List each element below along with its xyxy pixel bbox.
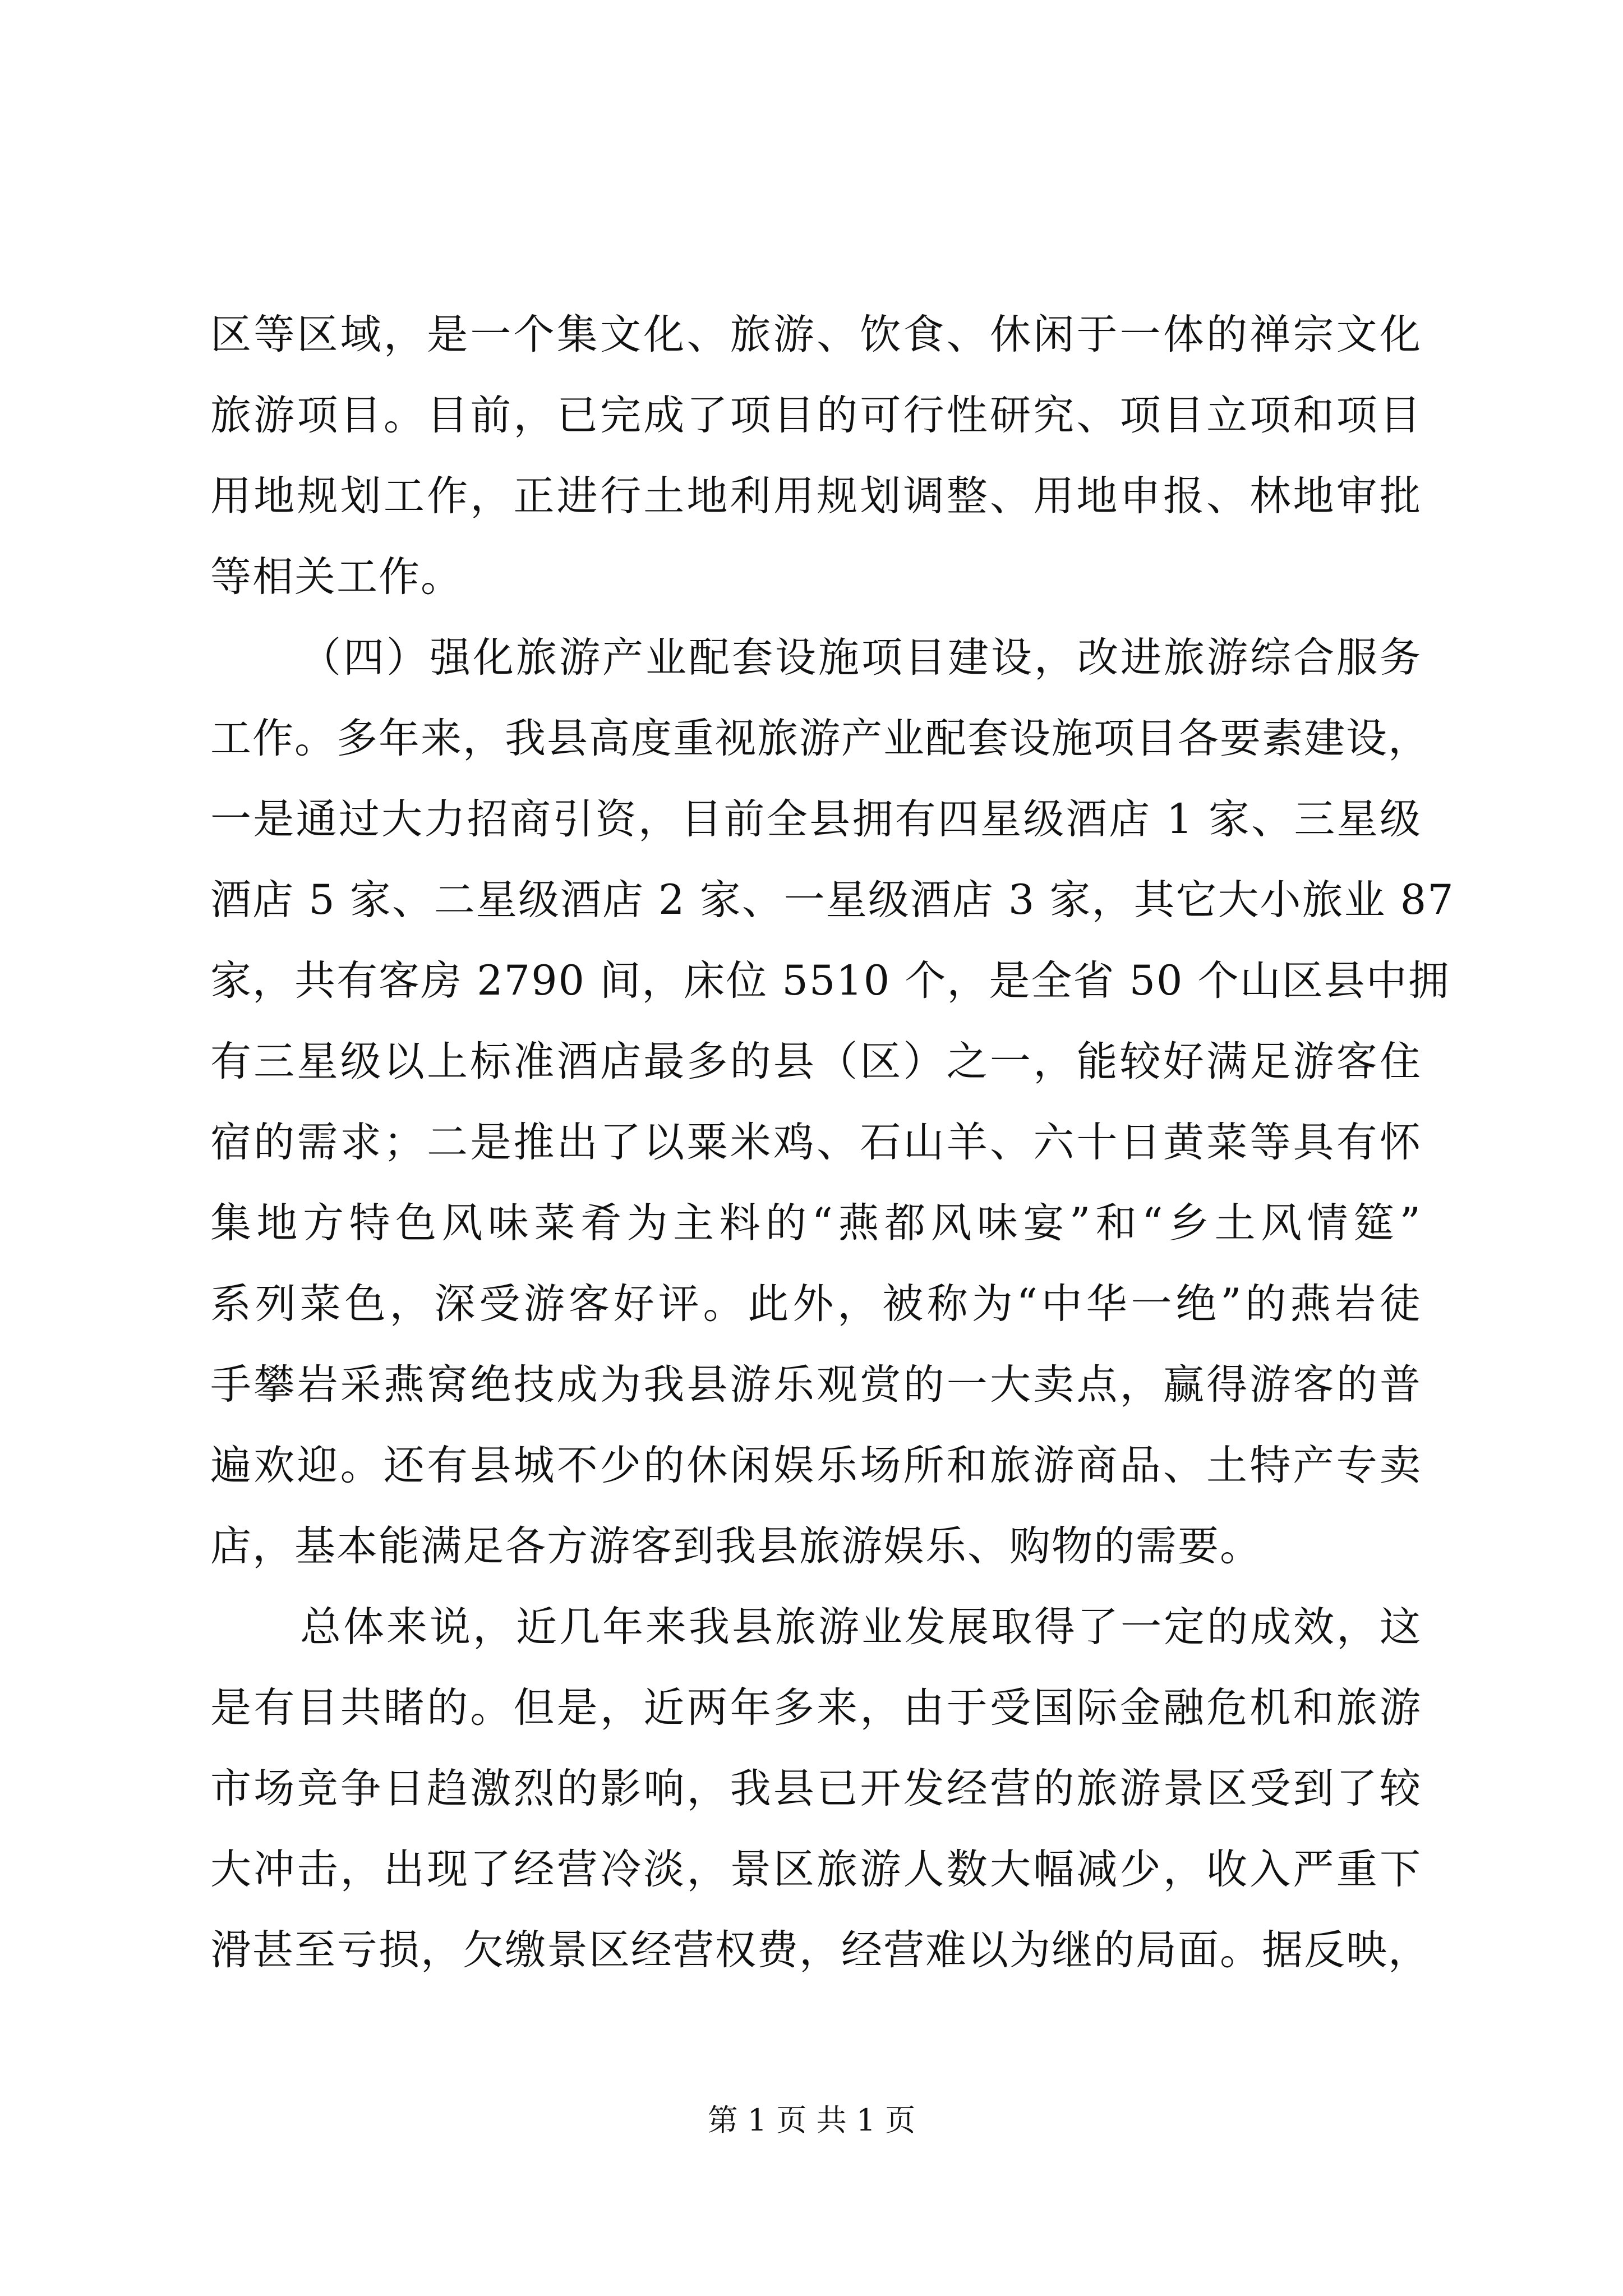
text-line: 集地方特色风味菜肴为主料的“燕都风味宴”和“乡土风情筵”	[210, 1199, 1422, 1247]
text-line: 用地规划工作，正进行土地利用规划调整、用地申报、林地审批	[210, 472, 1422, 520]
text-line: 区等区域，是一个集文化、旅游、饮食、休闲于一体的禅宗文化	[210, 311, 1422, 358]
text-line: 大冲击，出现了经营冷淡，景区旅游人数大幅减少，收入严重下	[210, 1846, 1422, 1893]
text-line: 酒店 5 家、二星级酒店 2 家、一星级酒店 3 家，其它大小旅业 87	[210, 876, 1455, 924]
text-line: 有三星级以上标准酒店最多的县（区）之一，能较好满足游客住	[210, 1038, 1422, 1085]
text-line: 遍欢迎。还有县城不少的休闲娱乐场所和旅游商品、土特产专卖	[210, 1442, 1422, 1489]
text-line: 总体来说，近几年来我县旅游业发展取得了一定的成效，这	[300, 1603, 1422, 1651]
text-line: 系列菜色，深受游客好评。此外，被称为“中华一绝”的燕岩徒	[210, 1280, 1422, 1328]
text-line: 工作。多年来，我县高度重视旅游产业配套设施项目各要素建设，	[210, 715, 1430, 762]
text-line: 家，共有客房 2790 间，床位 5510 个，是全省 50 个山区县中拥	[210, 957, 1450, 1005]
text-line: 是有目共睹的。但是，近两年多来，由于受国际金融危机和旅游	[210, 1684, 1422, 1732]
text-line: 手攀岩采燕窝绝技成为我县游乐观赏的一大卖点，赢得游客的普	[210, 1361, 1422, 1409]
text-line: 等相关工作。	[210, 553, 463, 601]
text-line: 宿的需求；二是推出了以粟米鸡、石山羊、六十日黄菜等具有怀	[210, 1119, 1422, 1166]
text-line: 店，基本能满足各方游客到我县旅游娱乐、购物的需要。	[210, 1522, 1262, 1570]
text-line: 旅游项目。目前，已完成了项目的可行性研究、项目立项和项目	[210, 392, 1422, 439]
page-footer: 第 1 页 共 1 页	[707, 2102, 916, 2138]
text-line: 市场竞争日趋激烈的影响，我县已开发经营的旅游景区受到了较	[210, 1765, 1422, 1812]
text-line: （四）强化旅游产业配套设施项目建设，改进旅游综合服务	[300, 634, 1422, 682]
text-line: 滑甚至亏损，欠缴景区经营权费，经营难以为继的局面。据反映，	[210, 1926, 1430, 1974]
text-line: 一是通过大力招商引资，目前全县拥有四星级酒店 1 家、三星级	[210, 795, 1422, 843]
